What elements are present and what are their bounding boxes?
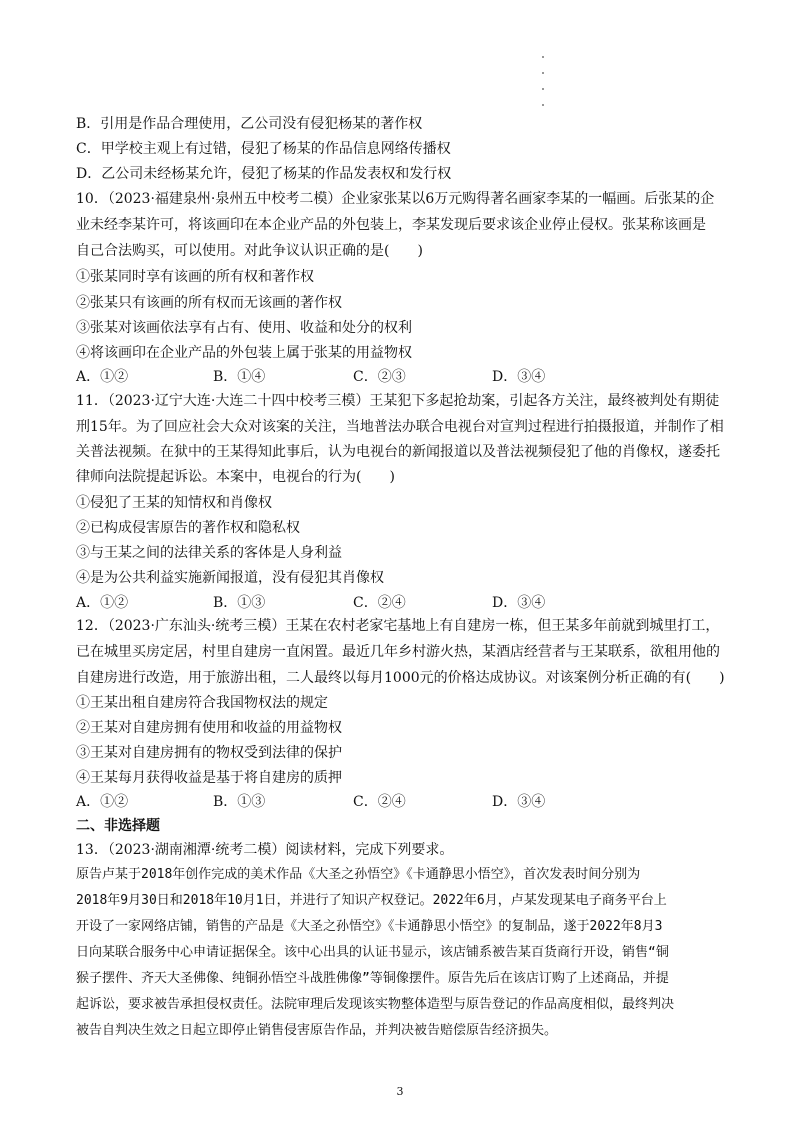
q12-item-3: ③王某对自建房拥有的物权受到法律的保护 [76, 745, 342, 761]
q10-options [76, 368, 676, 386]
q10-stem-line-2: 业未经李某许可，将该画印在本企业产品的外包装上，李某发现后要求该企业停止侵权。张某称该画是 [76, 217, 706, 233]
prev-option-d: D．乙公司未经杨某允许，侵犯了杨某的作品发表权和发行权 [76, 166, 452, 182]
prev-option-c: C．甲学校主观上有过错，侵犯了杨某的作品信息网络传播权 [76, 141, 451, 157]
q11-stem-line-2: 刑15年。为了回应社会大众对该案的关注，当地普法办联合电视台对宣判过程进行拍摄报道，并制作了相 [76, 419, 724, 435]
q11-item-1: ①侵犯了王某的知情权和肖像权 [76, 495, 272, 511]
q10-option-d: D．③④ [492, 369, 546, 385]
q10-item-4: ④将该画印在企业产品的外包装上属于张某的用益物权 [76, 345, 412, 361]
q10-option-b: B．①④ [213, 369, 266, 385]
q11-stem-line-3: 关普法视频。在狱中的王某得知此事后，认为电视台的新闻报道以及普法视频侵犯了他的肖像权，遂委托 [76, 444, 720, 460]
material-line: 原告卢某于2018年创作完成的美术作品《大圣之孙悟空》《卡通静思小悟空》，首次发表时间分别为 [76, 867, 641, 882]
q10-item-1: ①张某同时享有该画的所有权和著作权 [76, 269, 314, 285]
q12-option-a: A．①② [76, 794, 129, 810]
q10-option-c: C．②③ [353, 369, 406, 385]
q11-options [76, 594, 676, 612]
q12-option-c: C．②④ [353, 794, 406, 810]
q10-option-a: A．①② [76, 369, 129, 385]
q11-item-3: ③与王某之间的法律关系的客体是人身利益 [76, 545, 342, 561]
q11-option-c: C．②④ [353, 595, 406, 611]
prev-option-b: B．引用是作品合理使用，乙公司没有侵犯杨某的著作权 [76, 116, 423, 132]
q12-stem-line-3: 自建房进行改造，用于旅游出租，二人最终以每月1000元的价格达成协议。对该案例分析正确的有( ) [76, 670, 725, 686]
material-line: 日向某联合服务中心申请证据保全。该中心出具的认证书显示，该店铺系被告某百货商行开设，销售“铜 [76, 945, 669, 960]
material-line: 起诉讼，要求被告承担侵权责任。法院审理后发现该实物整体造型与原告登记的作品高度相似，最终判决 [76, 997, 675, 1012]
material-line: 2018年9月30日和2018年10月1日，并进行了知识产权登记。2022年6月，卢某发现某电子商务平台上 [76, 893, 667, 908]
q13-stem: 13．（2023·湖南湘潭·统考二模）阅读材料，完成下列要求。 [76, 842, 454, 858]
q11-stem-line-4: 律师向法院提起诉讼。本案中，电视台的行为( ) [76, 469, 395, 485]
q10-item-3: ③张某对该画依法享有占有、使用、收益和处分的权利 [76, 320, 412, 336]
q13-material [76, 862, 726, 1044]
q11-stem-line-1: 11．（2023·辽宁大连·大连二十四中校考三模）王某犯下多起抢劫案，引起各方关注，最终被判处有期徒 [76, 393, 720, 409]
q10-stem-line-3: 自己合法购买，可以使用。对此争议认识正确的是( ) [76, 243, 423, 259]
q12-options [76, 793, 676, 811]
section-heading: 二、非选择题 [76, 818, 160, 834]
q11-option-d: D．③④ [492, 595, 546, 611]
q12-option-b: B．①③ [213, 794, 266, 810]
q12-item-4: ④王某每月获得收益是基于将自建房的质押 [76, 770, 342, 786]
q10-item-2: ②张某只有该画的所有权而无该画的著作权 [76, 295, 342, 311]
material-line: 开设了一家网络店铺，销售的产品是《大圣之孙悟空》《卡通静思小悟空》的复制品，遂于2022年8月3 [76, 919, 663, 934]
q11-item-4: ④是为公共利益实施新闻报道，没有侵犯其肖像权 [76, 570, 384, 586]
q10-stem-line-1: 10．（2023·福建泉州·泉州五中校考二模）企业家张某以6万元购得著名画家李某的一幅画。后张某的企 [76, 191, 715, 207]
margin-dots [540, 56, 548, 120]
q12-stem-line-2: 已在城里买房定居，村里自建房一直闲置。最近几年乡村游火热，某酒店经营者与王某联系，欲租用他的 [76, 644, 720, 660]
page-number: 3 [396, 1085, 404, 1098]
q12-stem-line-1: 12．（2023·广东汕头·统考三模）王某在农村老家宅基地上有自建房一栋，但王某多年前就到城里打工， [76, 618, 720, 634]
q11-option-b: B．①③ [213, 595, 266, 611]
q11-item-2: ②已构成侵害原告的著作权和隐私权 [76, 520, 300, 536]
material-line: 被告自判决生效之日起立即停止销售侵害原告作品，并判决被告赔偿原告经济损失。 [76, 1023, 558, 1038]
q11-option-a: A．①② [76, 595, 129, 611]
q12-option-d: D．③④ [492, 794, 546, 810]
material-line: 猴子摆件、齐天大圣佛像、纯铜孙悟空斗战胜佛像”等铜像摆件。原告先后在该店订购了上述商品，并提 [76, 971, 669, 986]
q12-item-1: ①王某出租自建房符合我国物权法的规定 [76, 695, 328, 711]
q12-item-2: ②王某对自建房拥有使用和收益的用益物权 [76, 720, 342, 736]
